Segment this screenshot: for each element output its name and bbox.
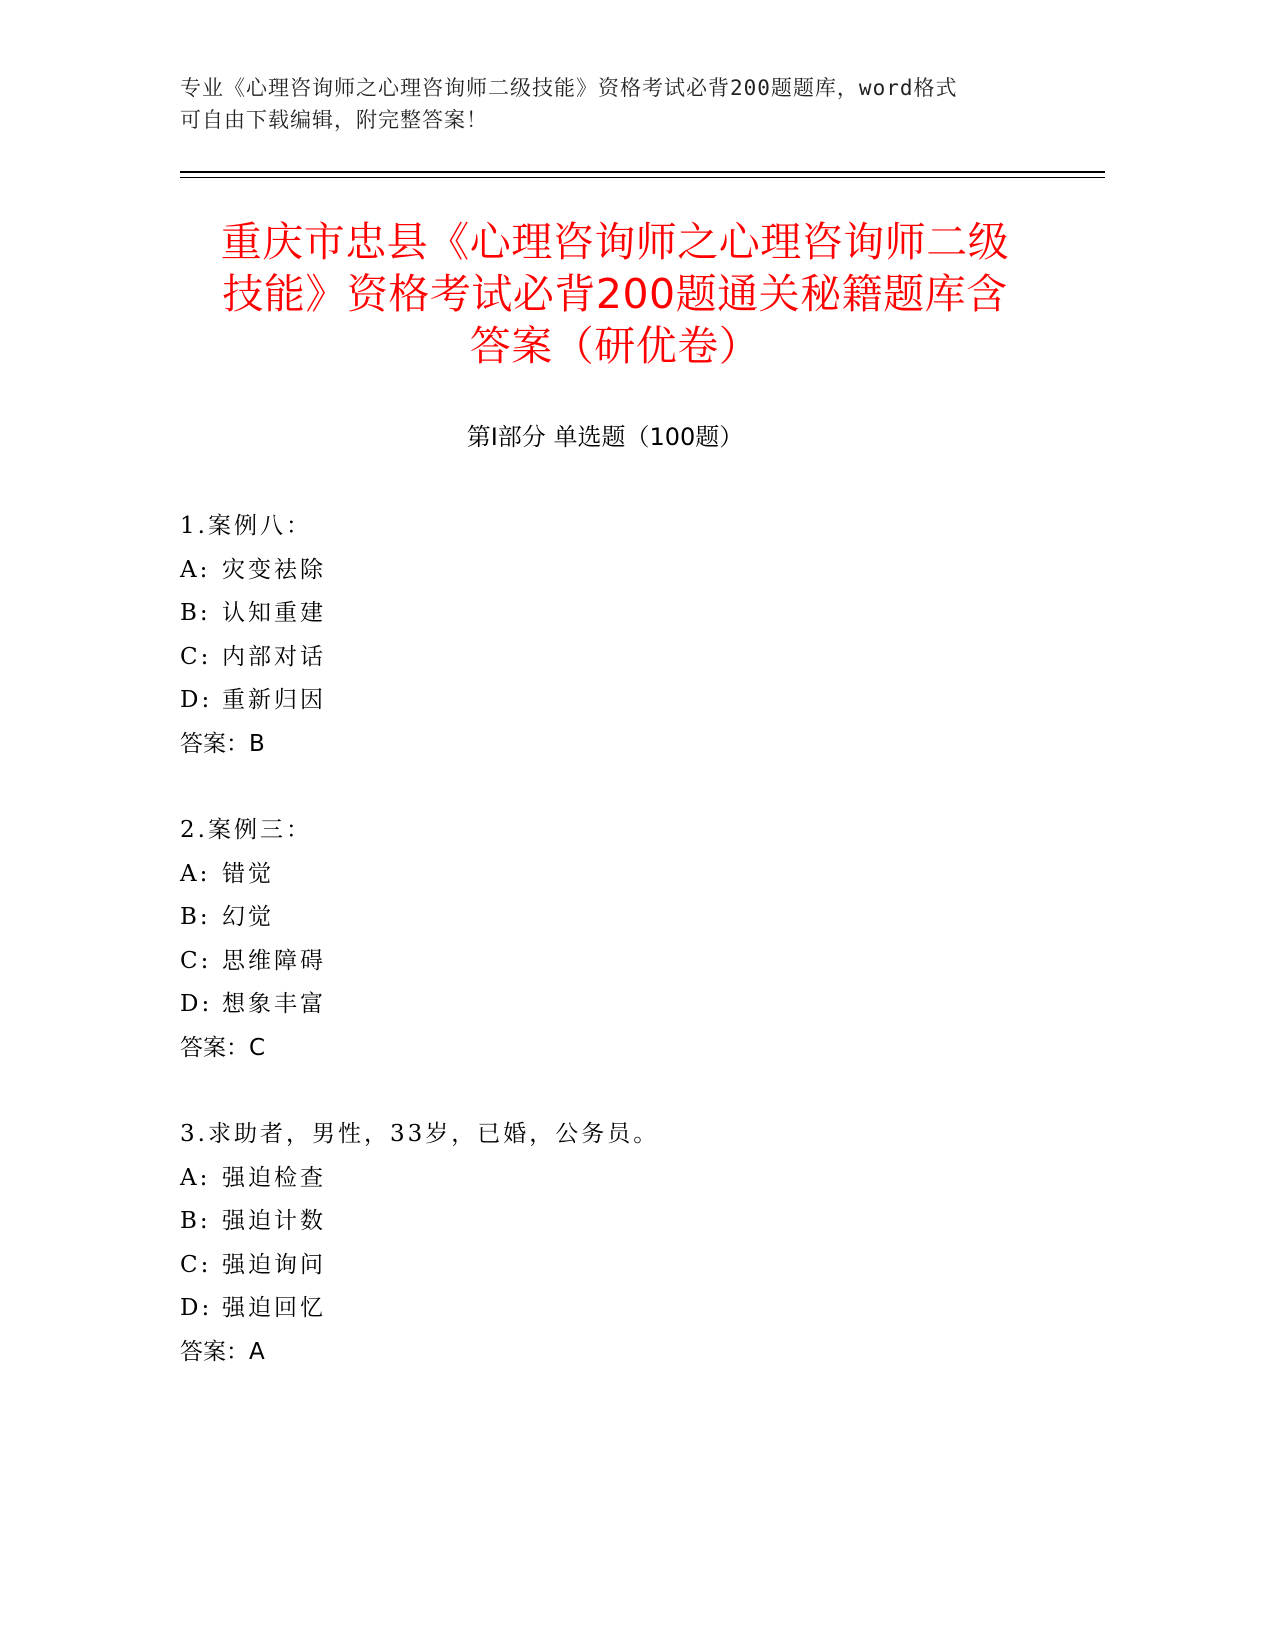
option-d [180,679,1080,723]
option-letter: A: [180,1164,211,1191]
section-title: 第Ⅰ部分 单选题（100题） [466,423,744,451]
option-text: 强迫计数 [222,1208,326,1234]
header-note-line: 可自由下载编辑，附完整答案！ [180,108,488,132]
option-d [180,1287,1080,1331]
question-list [180,505,1080,1417]
option-b [180,896,1080,940]
answer-line: 答案：A [180,1338,265,1365]
option-letter: B: [180,904,211,930]
question-stem: 1.案例八： [180,513,312,539]
document-title-line: 技能》资格考试必背200题通关秘籍题库含 [222,270,1008,318]
option-letter: D: [180,1295,213,1321]
option-text: 强迫检查 [222,1164,326,1191]
question-item [180,809,1080,1070]
option-letter: B: [180,1208,211,1234]
question-stem: 2.案例三： [180,817,312,843]
answer-line: 答案：B [180,730,265,757]
header-note-line: 专业《心理咨询师之心理咨询师二级技能》资格考试必背200题题库，word格式 [180,76,958,100]
option-letter: B: [180,600,211,626]
header-divider [180,171,1105,173]
option-text: 想象丰富 [222,991,326,1017]
option-letter: C: [180,643,212,670]
option-text: 灾变祛除 [222,556,326,583]
option-text: 内部对话 [222,643,326,670]
question-item [180,505,1080,766]
header-note [180,72,1060,136]
option-text: 强迫询问 [222,1251,326,1278]
option-d [180,983,1080,1027]
option-text: 思维障碍 [222,947,326,974]
header-divider-thin [180,177,1105,178]
option-letter: D: [180,687,213,713]
option-a [180,1157,1080,1201]
option-b [180,1200,1080,1244]
option-text: 幻觉 [222,904,274,930]
option-letter: C: [180,947,212,974]
option-c [180,940,1080,984]
option-letter: D: [180,991,213,1017]
option-a [180,549,1080,593]
option-b [180,592,1080,636]
question-stem: 3.求助者，男性，33岁，已婚，公务员。 [180,1121,660,1147]
answer-line: 答案：C [180,1034,266,1061]
option-letter: C: [180,1251,212,1278]
option-text: 错觉 [222,860,274,887]
option-text: 认知重建 [222,600,326,626]
document-title-line: 重庆市忠县《心理咨询师之心理咨询师二级 [220,218,1010,266]
question-item [180,1113,1080,1374]
option-text: 重新归因 [222,687,326,713]
option-c [180,1244,1080,1288]
option-a [180,853,1080,897]
option-letter: A: [180,556,211,583]
option-c [180,636,1080,680]
option-letter: A: [180,860,211,887]
document-title-line: 答案（研优卷） [469,322,761,370]
document-title [180,216,1050,372]
option-text: 强迫回忆 [222,1295,326,1321]
